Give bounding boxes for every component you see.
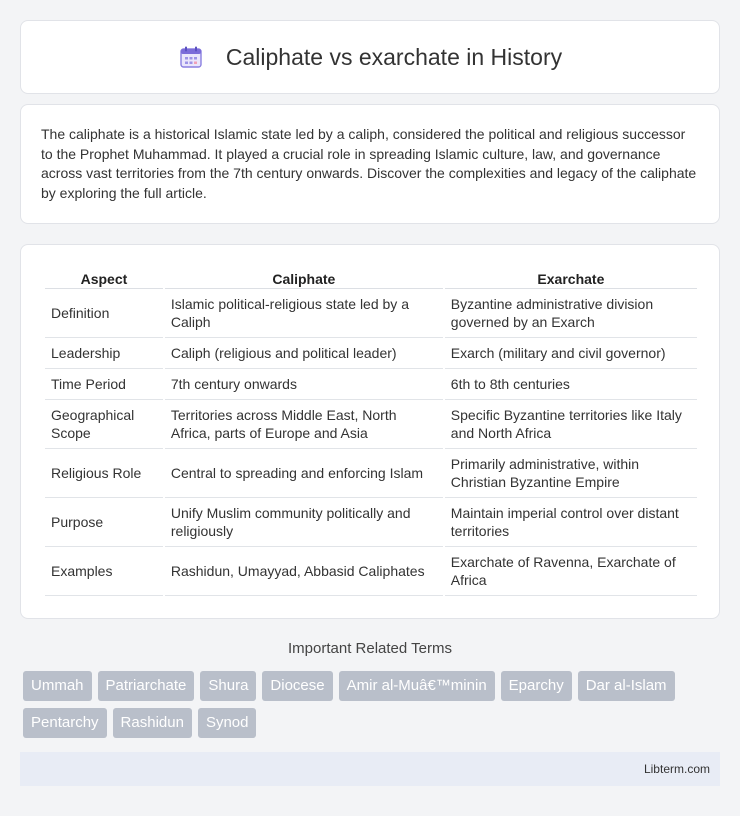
tag-amir-al-muminin[interactable]: Amir al-Muâ€™minin — [339, 671, 495, 701]
table-cell-exarchate: Exarch (military and civil governor) — [445, 338, 697, 369]
comparison-table-card — [20, 244, 720, 619]
table-cell-aspect: Religious Role — [45, 449, 163, 498]
table-header-row — [45, 265, 697, 289]
calendar-icon — [178, 44, 204, 70]
table-cell-caliphate: Rashidun, Umayyad, Abbasid Caliphates — [165, 547, 443, 596]
table-cell-caliphate: Unify Muslim community politically and religiously — [165, 498, 443, 547]
tag-patriarchate[interactable]: Patriarchate — [98, 671, 195, 701]
page-title: Caliphate vs exarchate in History — [225, 43, 563, 70]
table-row — [45, 400, 697, 449]
table-cell-caliphate: Islamic political-religious state led by a Caliph — [165, 289, 443, 338]
table-cell-aspect: Purpose — [45, 498, 163, 547]
tag-synod[interactable]: Synod — [198, 708, 257, 738]
table-cell-caliphate: Territories across Middle East, North Africa, parts of Europe and Asia — [165, 400, 443, 449]
table-cell-aspect: Examples — [45, 547, 163, 596]
table-cell-caliphate: Central to spreading and enforcing Islam — [165, 449, 443, 498]
table-cell-aspect: Definition — [45, 289, 163, 338]
tag-dar-al-islam[interactable]: Dar al-Islam — [578, 671, 675, 701]
table-cell-caliphate: Caliph (religious and political leader) — [165, 338, 443, 369]
table-cell-caliphate: 7th century onwards — [165, 369, 443, 400]
tag-pentarchy[interactable]: Pentarchy — [23, 708, 107, 738]
table-cell-exarchate: Primarily administrative, within Christian Byzantine Empire — [445, 449, 697, 498]
table-cell-aspect: Leadership — [45, 338, 163, 369]
column-header-caliphate: Caliphate — [165, 265, 443, 289]
table-row — [45, 547, 697, 596]
comparison-table — [43, 265, 699, 596]
table-row — [45, 289, 697, 338]
tag-shura[interactable]: Shura — [200, 671, 256, 701]
column-header-exarchate: Exarchate — [445, 265, 697, 289]
tag-rashidun[interactable]: Rashidun — [113, 708, 192, 738]
column-header-aspect: Aspect — [45, 265, 163, 289]
tag-eparchy[interactable]: Eparchy — [501, 671, 572, 701]
related-terms-tags — [23, 671, 723, 738]
table-cell-exarchate: Maintain imperial control over distant territories — [445, 498, 697, 547]
table-cell-exarchate: 6th to 8th centuries — [445, 369, 697, 400]
table-cell-exarchate: Exarchate of Ravenna, Exarchate of Africa — [445, 547, 697, 596]
table-row — [45, 369, 697, 400]
footer-site-link[interactable]: Libterm.com — [643, 762, 710, 776]
intro-paragraph: The caliphate is a historical Islamic state led by a caliph, considered the political and religious successor to the Prophet Muhammad. It played a crucial role in spreading Islamic culture, law, and governance across vast territories from the 7th century onwards. Discover the complexities and legacy of the caliphate by exploring the full article. — [41, 126, 697, 201]
table-row — [45, 338, 697, 369]
footer — [20, 752, 720, 786]
table-cell-aspect: Time Period — [45, 369, 163, 400]
table-cell-exarchate: Specific Byzantine territories like Italy and North Africa — [445, 400, 697, 449]
title-card — [20, 20, 720, 94]
tag-diocese[interactable]: Diocese — [262, 671, 332, 701]
table-cell-aspect: Geographical Scope — [45, 400, 163, 449]
intro-card — [20, 104, 720, 224]
table-row — [45, 449, 697, 498]
table-row — [45, 498, 697, 547]
table-cell-exarchate: Byzantine administrative division governed by an Exarch — [445, 289, 697, 338]
related-terms-heading: Important Related Terms — [288, 640, 452, 657]
tag-ummah[interactable]: Ummah — [23, 671, 92, 701]
